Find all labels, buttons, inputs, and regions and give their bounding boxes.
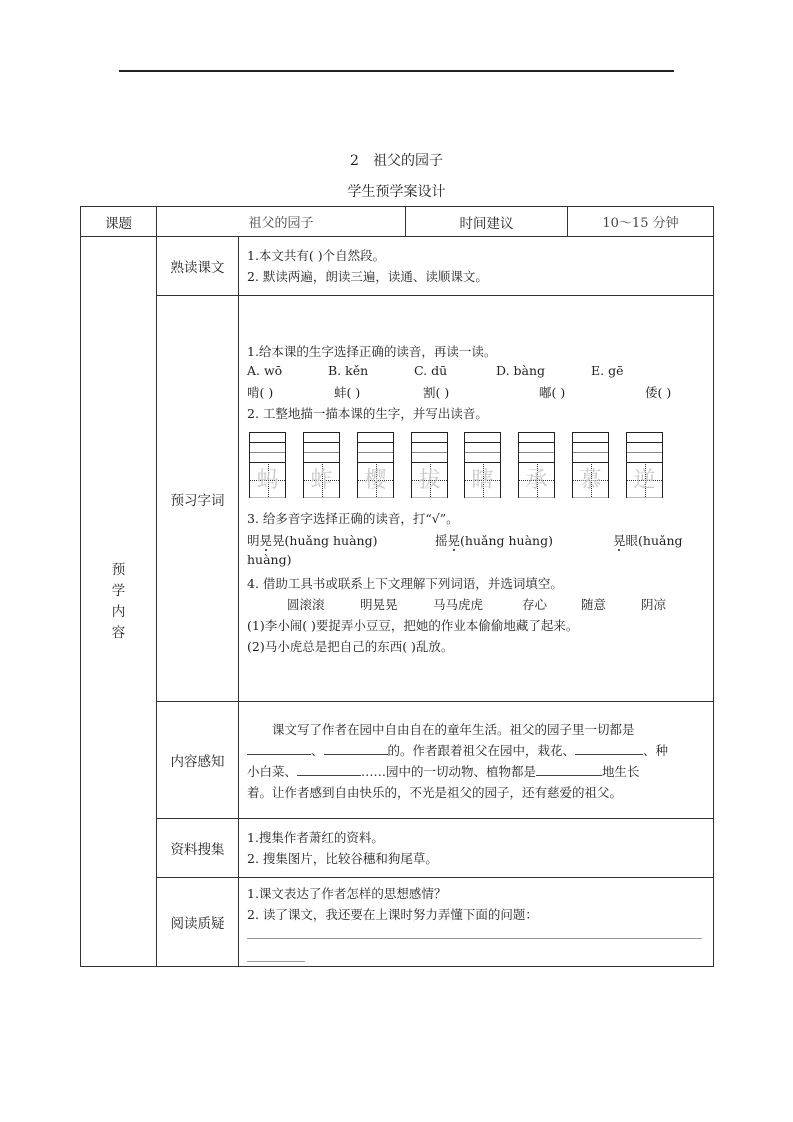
- research-label-cell: [156, 818, 239, 878]
- content-label: 内容感知: [170, 754, 225, 770]
- topic-label-cell: [80, 206, 157, 237]
- tracing-grid[interactable]: [249, 432, 286, 498]
- reading-line-1: 1.本文共有( )个自然段。: [247, 248, 386, 263]
- content-text: 小白菜、: [247, 764, 298, 779]
- trace-char: 逆: [633, 468, 656, 493]
- topic-value-cell: [156, 206, 406, 237]
- pinyin-option: B. kěn: [328, 363, 369, 378]
- time-value: 10～15 分钟: [602, 216, 679, 231]
- questions-label-cell: [156, 877, 239, 967]
- tracing-grid[interactable]: [464, 432, 501, 498]
- content-line-4: 着。让作者感到自由快乐的，不光是祖父的园子，还有慈爱的祖父。: [247, 785, 623, 800]
- poly-post[interactable]: 晃(huǎng huàng): [272, 533, 378, 548]
- research-line-1: 1.搜集作者萧红的资料。: [247, 830, 384, 845]
- content-line-2: [247, 741, 668, 759]
- questions-content-cell: [238, 877, 714, 967]
- research-content-cell: [238, 818, 714, 878]
- char-blank[interactable]: 倭( ): [645, 385, 672, 400]
- polyphone-item: [435, 531, 553, 549]
- content-label-cell: [156, 701, 239, 819]
- reading-label-cell: [156, 236, 239, 296]
- trace-char: 蚱: [310, 468, 333, 493]
- fill-sentence-2[interactable]: (2)马小虎总是把自己的东西( )乱放。: [247, 639, 454, 654]
- poly-dotted-char: 晃: [447, 533, 461, 548]
- blank-field[interactable]: [575, 742, 643, 755]
- poly-post[interactable]: 眼(huǎng: [625, 533, 683, 548]
- pinyin-option: A. wō: [247, 363, 283, 378]
- pinyin-option: D. bàng: [496, 363, 546, 378]
- tracing-grid[interactable]: [303, 432, 340, 498]
- trace-char: 承: [525, 468, 548, 493]
- tracing-grid[interactable]: [411, 432, 448, 498]
- content-line-1: 课文写了作者在园中自由自在的童年生活。祖父的园子里一切都是: [272, 722, 635, 737]
- answer-line[interactable]: [247, 961, 305, 962]
- word-choice: 圆滚滚: [287, 597, 325, 612]
- section-char: 学: [111, 582, 126, 599]
- tracing-grid[interactable]: [626, 432, 663, 498]
- trace-char: 樱: [364, 468, 387, 493]
- reading-content-cell: [238, 236, 714, 296]
- poly-dotted-char: 晃: [613, 533, 626, 548]
- section-label-cell: [80, 236, 157, 967]
- pinyin-option: C. dū: [414, 363, 448, 378]
- vocab-content-cell: [238, 295, 714, 702]
- lesson-title: [0, 150, 793, 170]
- word-choice: 阴凉: [641, 597, 667, 612]
- vocab-q3: 3. 给多音字选择正确的读音，打“√”。: [247, 511, 459, 526]
- trace-char: 蚂: [256, 468, 279, 493]
- pinyin-option: E. gē: [591, 363, 624, 378]
- polyphone-wrap: huàng): [247, 552, 292, 567]
- reading-label: 熟读课文: [170, 260, 225, 276]
- poly-pre: 摇: [435, 533, 448, 548]
- lesson-number: 2: [350, 153, 359, 169]
- tracing-grid[interactable]: [572, 432, 609, 498]
- section-char: 容: [111, 624, 126, 641]
- vocab-q4: 4. 借助工具书或联系上下文理解下列词语，并选词填空。: [247, 576, 563, 591]
- content-text: ……园中的一切动物、植物都是: [361, 764, 537, 779]
- word-choice: 存心: [522, 597, 548, 612]
- time-value-cell: [567, 206, 714, 237]
- vocab-q2: 2. 工整地描一描本课的生字，并写出读音。: [247, 406, 488, 421]
- content-text: 的。作者跟着祖父在园中，栽花、: [387, 743, 576, 758]
- blank-field[interactable]: [324, 742, 388, 755]
- section-char: 内: [111, 603, 126, 620]
- polyphone-item: [613, 531, 683, 549]
- topic-label: 课题: [105, 215, 132, 232]
- section-char: 预: [111, 561, 126, 578]
- trace-char: 瞎: [471, 468, 494, 493]
- content-text: 、种: [643, 743, 669, 758]
- trace-char: 拔: [418, 468, 441, 493]
- tracing-grid[interactable]: [518, 432, 555, 498]
- header-rule: [119, 70, 674, 72]
- tracing-grid[interactable]: [357, 432, 394, 498]
- reading-line-2: 2. 默读两遍，朗读三遍，读通、读顺课文。: [247, 269, 488, 284]
- content-text: 地生长: [602, 764, 640, 779]
- content-line-3: [247, 762, 640, 780]
- char-blank[interactable]: 蚌( ): [334, 385, 361, 400]
- questions-line-2: 2. 读了课文，我还要在上课时努力弄懂下面的问题：: [247, 907, 538, 922]
- vocab-label: 预习字词: [170, 492, 225, 509]
- poly-dotted-char: 晃: [259, 533, 273, 548]
- poly-post[interactable]: (huǎng huàng): [460, 533, 553, 548]
- research-label: 资料搜集: [170, 842, 225, 858]
- vocab-q1: 1.给本课的生字选择正确的读音，再读一读。: [247, 344, 497, 359]
- lesson-title-text: 祖父的园子: [372, 153, 443, 169]
- research-line-2: 2. 搜集图片，比较谷穗和狗尾草。: [247, 851, 438, 866]
- char-blank[interactable]: 割( ): [423, 385, 450, 400]
- time-label-cell: [405, 206, 568, 237]
- content-body-cell: [238, 701, 714, 819]
- trace-char: 慕: [579, 468, 602, 493]
- fill-sentence-1[interactable]: (1)李小闹( )要捉弄小豆豆，把她的作业本偷偷地藏了起来。: [247, 618, 579, 633]
- questions-label: 阅读质疑: [170, 916, 225, 932]
- blank-field[interactable]: [297, 763, 361, 776]
- word-choice: 明晃晃: [360, 597, 398, 612]
- content-text: 、: [311, 743, 324, 758]
- blank-field[interactable]: [247, 742, 311, 755]
- char-blank[interactable]: 啃( ): [247, 385, 274, 400]
- char-blank[interactable]: 嘟( ): [539, 385, 566, 400]
- word-choice: 随意: [581, 597, 607, 612]
- polyphone-item: [247, 531, 377, 549]
- time-label: 时间建议: [459, 215, 514, 232]
- questions-line-1: 1.课文表达了作者怎样的思想感情？: [247, 886, 447, 901]
- word-choice: 马马虎虎: [433, 597, 484, 612]
- answer-line[interactable]: [247, 938, 702, 939]
- worksheet-subtitle: 学生预学案设计: [347, 184, 446, 200]
- topic-value: 祖父的园子: [248, 216, 314, 231]
- vocab-label-cell: [156, 295, 239, 702]
- blank-field[interactable]: [536, 763, 602, 776]
- poly-pre: 明: [247, 533, 260, 548]
